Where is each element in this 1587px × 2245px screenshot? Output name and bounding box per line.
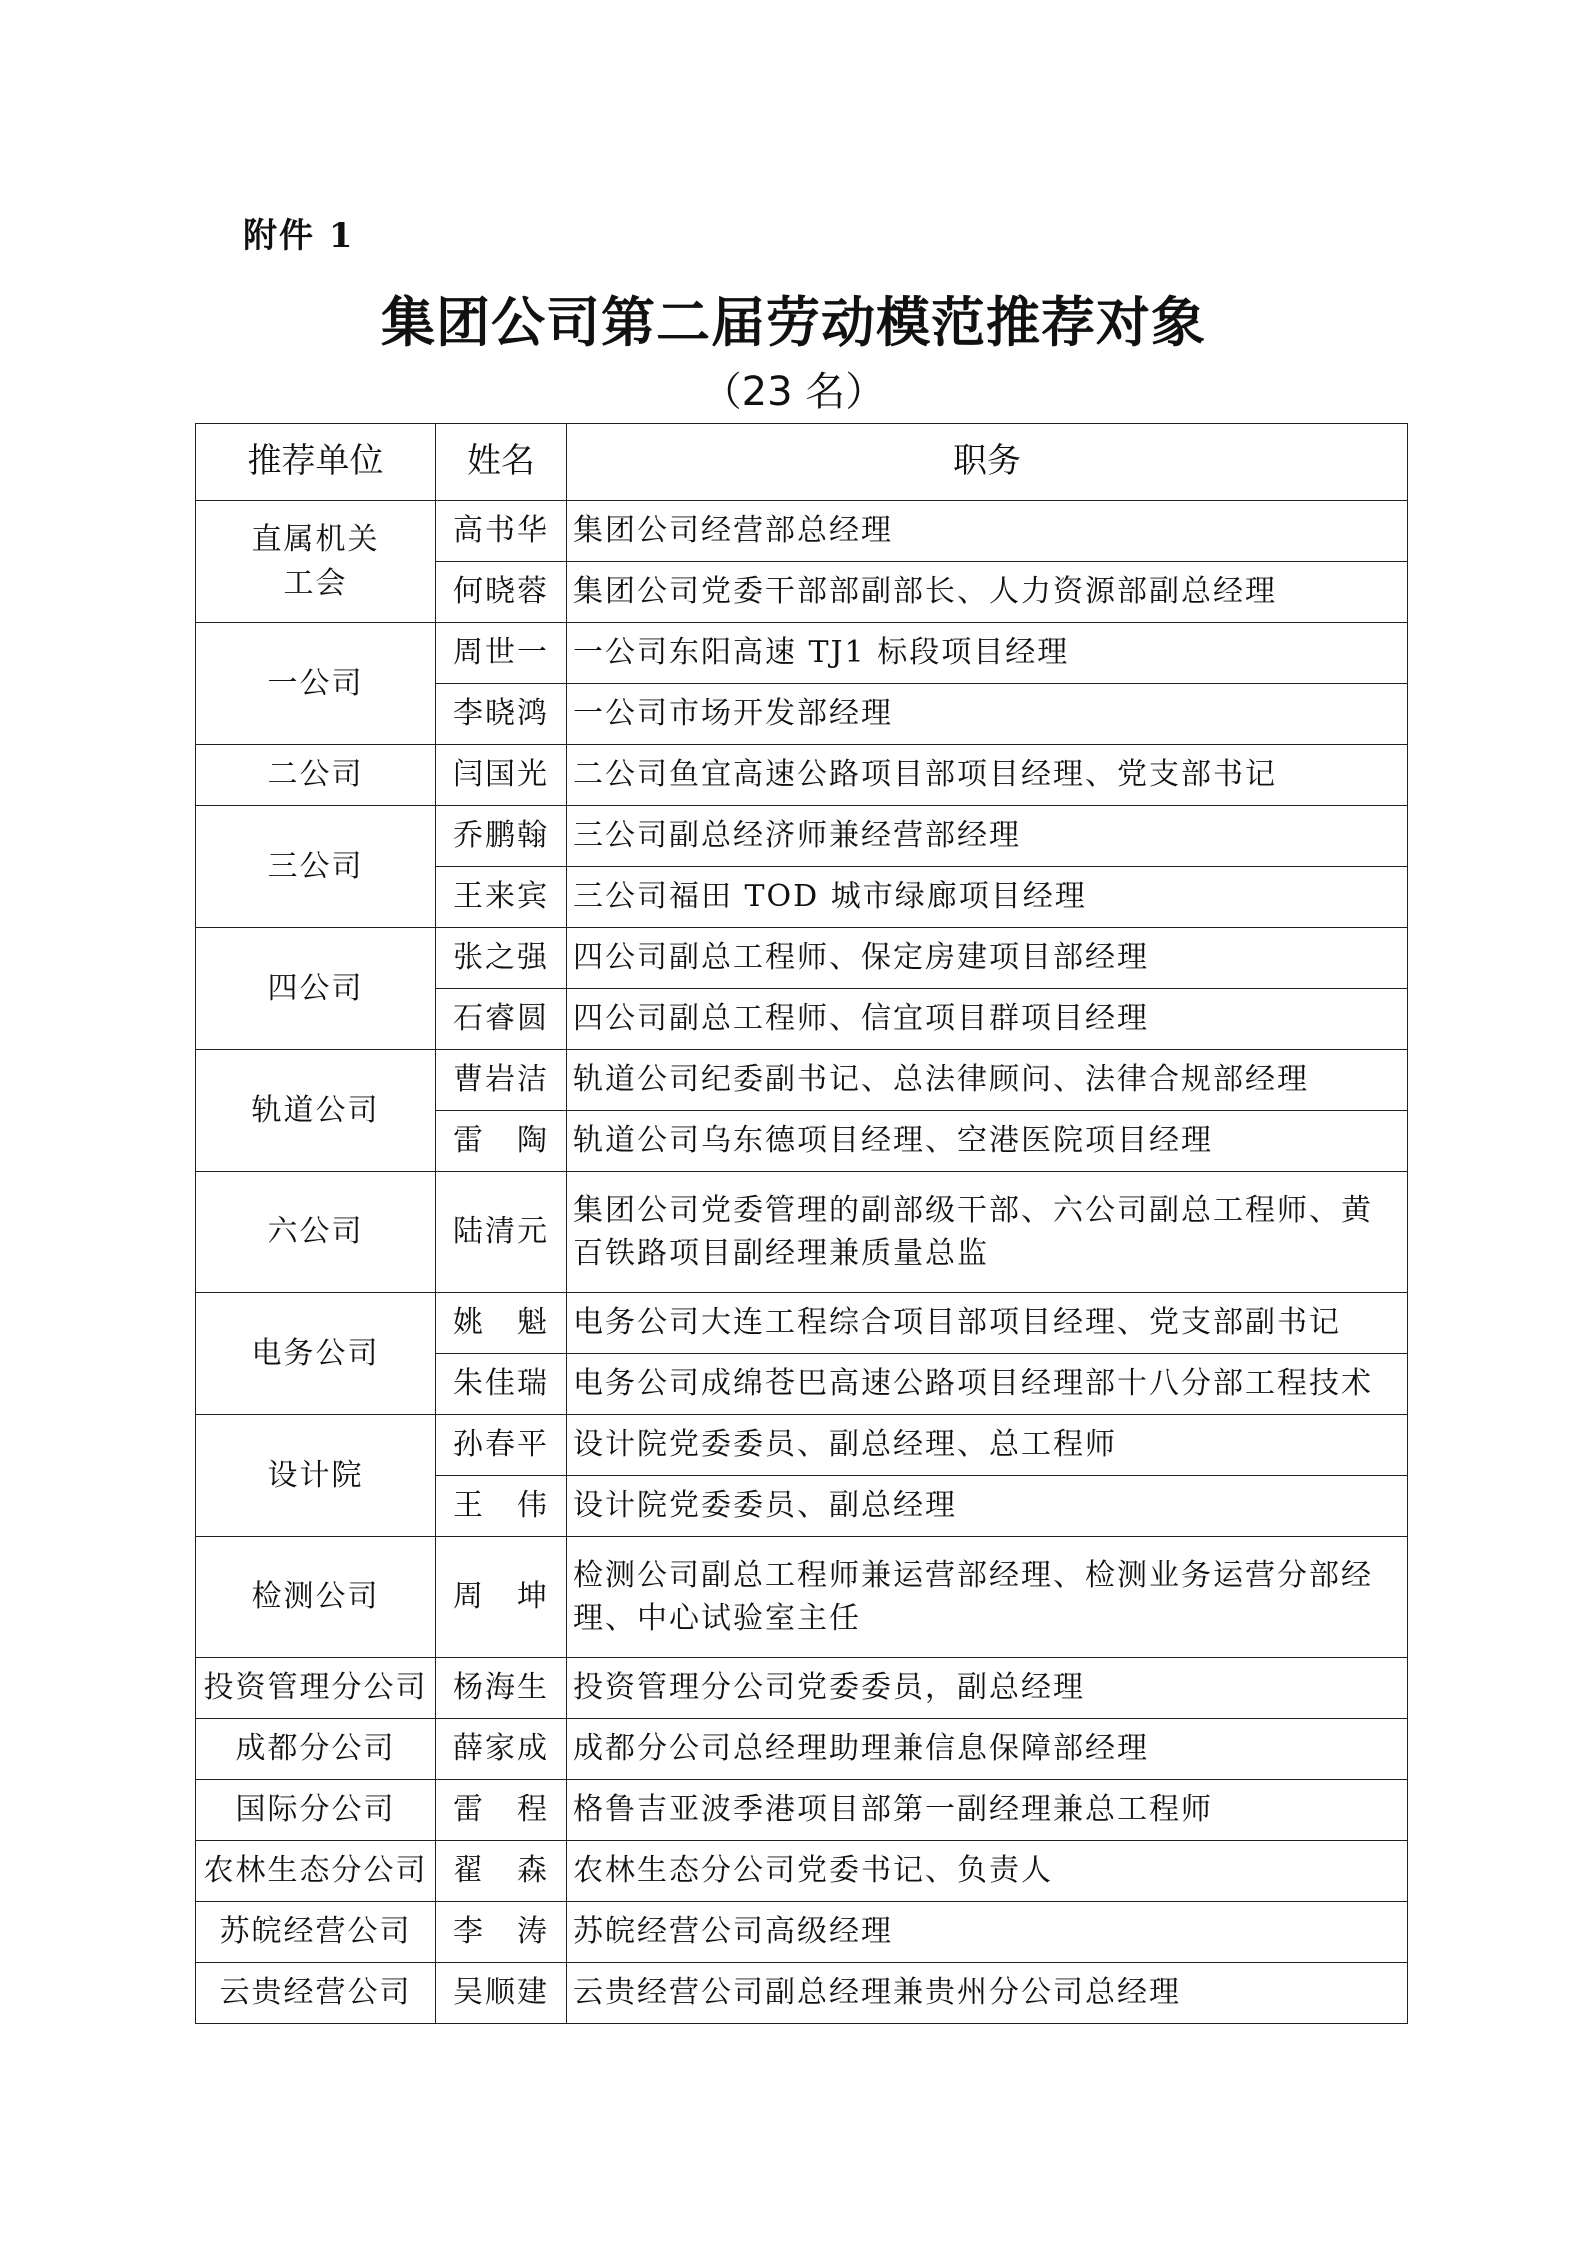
position-cell: 设计院党委委员、副总经理: [567, 1476, 1408, 1537]
table-row: [196, 1415, 1408, 1476]
name-cell: 曹岩洁: [436, 1050, 567, 1111]
table-row: [196, 745, 1408, 806]
unit-cell: 成都分公司: [196, 1719, 436, 1780]
name-cell: 王来宾: [436, 867, 567, 928]
name-cell: 石睿圆: [436, 989, 567, 1050]
name-cell: 何晓蓉: [436, 562, 567, 623]
name-cell: 姚 魁: [436, 1293, 567, 1354]
name-cell: 张之强: [436, 928, 567, 989]
position-cell: 三公司副总经济师兼经营部经理: [567, 806, 1408, 867]
unit-cell: 云贵经营公司: [196, 1963, 436, 2024]
attachment-label: 附件 1: [243, 216, 355, 256]
unit-cell: 四公司: [196, 928, 436, 1050]
name-cell: 闫国光: [436, 745, 567, 806]
position-cell: 检测公司副总工程师兼运营部经理、检测业务运营分部经理、中心试验室主任: [567, 1537, 1408, 1658]
name-cell: 吴顺建: [436, 1963, 567, 2024]
unit-cell: 农林生态分公司: [196, 1841, 436, 1902]
unit-cell: 三公司: [196, 806, 436, 928]
name-cell: 朱佳瑞: [436, 1354, 567, 1415]
table-row: [196, 623, 1408, 684]
table-row: [196, 1658, 1408, 1719]
position-cell: 集团公司党委管理的副部级干部、六公司副总工程师、黄百铁路项目副经理兼质量总监: [567, 1172, 1408, 1293]
position-cell: 农林生态分公司党委书记、负责人: [567, 1841, 1408, 1902]
position-cell: 投资管理分公司党委委员，副总经理: [567, 1658, 1408, 1719]
unit-cell: 直属机关工会: [196, 501, 436, 623]
position-cell: 成都分公司总经理助理兼信息保障部经理: [567, 1719, 1408, 1780]
unit-cell: 二公司: [196, 745, 436, 806]
unit-cell: 轨道公司: [196, 1050, 436, 1172]
position-cell: 二公司鱼宜高速公路项目部项目经理、党支部书记: [567, 745, 1408, 806]
position-cell: 四公司副总工程师、信宜项目群项目经理: [567, 989, 1408, 1050]
table-row: [196, 1719, 1408, 1780]
name-cell: 王 伟: [436, 1476, 567, 1537]
position-cell: 集团公司经营部总经理: [567, 501, 1408, 562]
table-row: [196, 1537, 1408, 1658]
unit-cell: 一公司: [196, 623, 436, 745]
document-title: 集团公司第二届劳动模范推荐对象: [381, 290, 1206, 354]
name-cell: 薛家成: [436, 1719, 567, 1780]
position-cell: 一公司市场开发部经理: [567, 684, 1408, 745]
name-cell: 陆清元: [436, 1172, 567, 1293]
name-cell: 孙春平: [436, 1415, 567, 1476]
table-row: [196, 806, 1408, 867]
header-position: 职务: [567, 424, 1408, 501]
position-cell: 苏皖经营公司高级经理: [567, 1902, 1408, 1963]
header-name: 姓名: [436, 424, 567, 501]
nominee-table: [195, 423, 1408, 2024]
position-cell: 集团公司党委干部部副部长、人力资源部副总经理: [567, 562, 1408, 623]
table-row: [196, 1841, 1408, 1902]
table-header-row: [196, 424, 1408, 501]
table-row: [196, 1172, 1408, 1293]
position-cell: 格鲁吉亚波季港项目部第一副经理兼总工程师: [567, 1780, 1408, 1841]
name-cell: 李 涛: [436, 1902, 567, 1963]
unit-cell: 六公司: [196, 1172, 436, 1293]
name-cell: 周 坤: [436, 1537, 567, 1658]
name-cell: 高书华: [436, 501, 567, 562]
unit-cell: 电务公司: [196, 1293, 436, 1415]
table-row: [196, 501, 1408, 562]
position-cell: 设计院党委委员、副总经理、总工程师: [567, 1415, 1408, 1476]
unit-cell: 检测公司: [196, 1537, 436, 1658]
table-body: [196, 501, 1408, 2024]
name-cell: 李晓鸿: [436, 684, 567, 745]
position-cell: 云贵经营公司副总经理兼贵州分公司总经理: [567, 1963, 1408, 2024]
position-cell: 轨道公司乌东德项目经理、空港医院项目经理: [567, 1111, 1408, 1172]
position-cell: 四公司副总工程师、保定房建项目部经理: [567, 928, 1408, 989]
table-row: [196, 1050, 1408, 1111]
table-row: [196, 1293, 1408, 1354]
header-unit: 推荐单位: [196, 424, 436, 501]
position-cell: 三公司福田 TOD 城市绿廊项目经理: [567, 867, 1408, 928]
name-cell: 翟 森: [436, 1841, 567, 1902]
position-cell: 一公司东阳高速 TJ1 标段项目经理: [567, 623, 1408, 684]
name-cell: 乔鹏翰: [436, 806, 567, 867]
position-cell: 电务公司大连工程综合项目部项目经理、党支部副书记: [567, 1293, 1408, 1354]
name-cell: 雷 陶: [436, 1111, 567, 1172]
position-cell: 电务公司成绵苍巴高速公路项目经理部十八分部工程技术: [567, 1354, 1408, 1415]
name-cell: 杨海生: [436, 1658, 567, 1719]
position-cell: 轨道公司纪委副书记、总法律顾问、法律合规部经理: [567, 1050, 1408, 1111]
unit-cell: 苏皖经营公司: [196, 1902, 436, 1963]
unit-cell: 国际分公司: [196, 1780, 436, 1841]
table-row: [196, 1963, 1408, 2024]
table-row: [196, 1902, 1408, 1963]
name-cell: 周世一: [436, 623, 567, 684]
table-row: [196, 1780, 1408, 1841]
document-subtitle: （23 名）: [701, 369, 886, 415]
name-cell: 雷 程: [436, 1780, 567, 1841]
unit-cell: 投资管理分公司: [196, 1658, 436, 1719]
table-row: [196, 928, 1408, 989]
unit-cell: 设计院: [196, 1415, 436, 1537]
